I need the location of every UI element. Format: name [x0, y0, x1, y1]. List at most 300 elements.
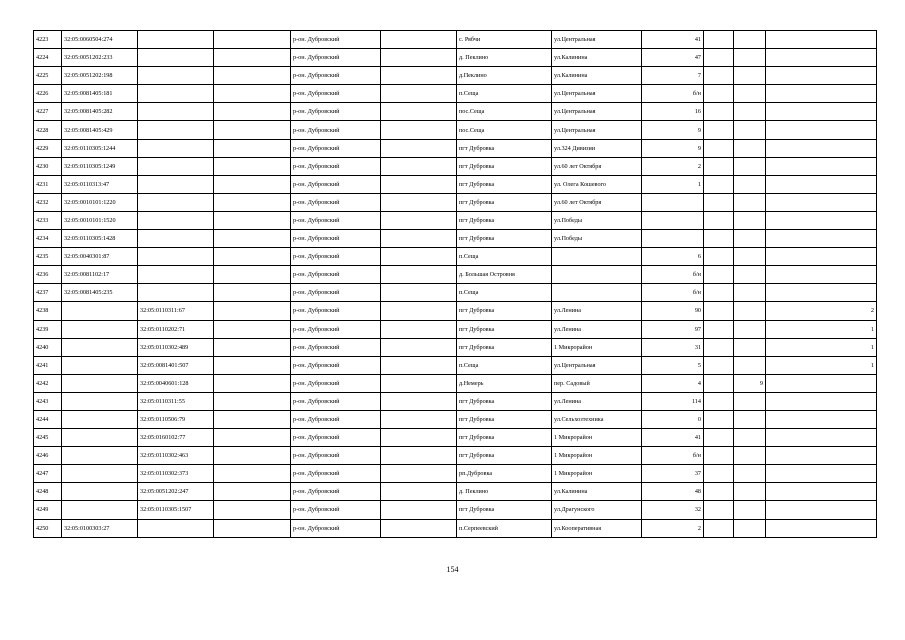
cell-cadastral-number-alt — [138, 211, 214, 229]
cell-house-number: 9 — [642, 121, 704, 139]
cell-street: ул.Драгунского — [552, 501, 642, 519]
cell-district: р-он. Дубровский — [291, 193, 381, 211]
cell-row-number: 4227 — [34, 103, 62, 121]
cell-cadastral-number-alt: 32:05:0110506:79 — [138, 410, 214, 428]
cell-cadastral-number-alt: 32:05:0110311:67 — [138, 302, 214, 320]
cell-empty — [214, 211, 291, 229]
cell-house-number — [642, 211, 704, 229]
cell-street: ул.324 Дивизии — [552, 139, 642, 157]
cell-street: ул.Центральная — [552, 121, 642, 139]
cell-empty — [381, 193, 457, 211]
cell-street: ул.Центральная — [552, 85, 642, 103]
cell-cadastral-number-alt: 32:05:0110302:373 — [138, 465, 214, 483]
cell-empty — [704, 193, 734, 211]
cell-empty — [381, 175, 457, 193]
cell-row-number: 4247 — [34, 465, 62, 483]
cell-settlement: пгт Дубровка — [457, 175, 552, 193]
cell-district: р-он. Дубровский — [291, 356, 381, 374]
cell-street: ул.60 лет Октября — [552, 193, 642, 211]
table-row — [34, 284, 877, 302]
cell-empty — [704, 248, 734, 266]
cell-settlement: пгт Дубровка — [457, 392, 552, 410]
cell-cadastral-number — [62, 302, 138, 320]
cell-extra-value — [734, 465, 766, 483]
cell-empty — [704, 465, 734, 483]
cell-house-number: 1 — [642, 175, 704, 193]
cell-empty — [381, 121, 457, 139]
cell-cadastral-number: 32:05:0051202:198 — [62, 67, 138, 85]
cell-extra-value — [734, 501, 766, 519]
cell-empty — [704, 284, 734, 302]
cell-house-number: 32 — [642, 501, 704, 519]
cell-cadastral-number-alt — [138, 49, 214, 67]
cell-row-number: 4249 — [34, 501, 62, 519]
cell-house-number: 16 — [642, 103, 704, 121]
cell-house-number: 37 — [642, 465, 704, 483]
cell-empty — [381, 157, 457, 175]
cell-cadastral-number-alt — [138, 85, 214, 103]
cell-district: р-он. Дубровский — [291, 266, 381, 284]
cell-cadastral-number-alt — [138, 31, 214, 49]
cell-street: 1 Микрорайон — [552, 465, 642, 483]
table-row — [34, 410, 877, 428]
cell-empty — [214, 157, 291, 175]
cell-last-value — [766, 501, 877, 519]
cell-street: ул.Центральная — [552, 356, 642, 374]
cell-extra-value — [734, 103, 766, 121]
cell-cadastral-number: 32:05:0010101:1520 — [62, 211, 138, 229]
cell-settlement: пгт Дубровка — [457, 139, 552, 157]
table-row — [34, 302, 877, 320]
cell-row-number: 4243 — [34, 392, 62, 410]
cell-last-value: 1 — [766, 338, 877, 356]
cell-row-number: 4230 — [34, 157, 62, 175]
cell-empty — [214, 85, 291, 103]
cell-house-number: 90 — [642, 302, 704, 320]
cell-empty — [214, 266, 291, 284]
cell-street: ул.60 лет Октября — [552, 157, 642, 175]
cell-house-number: 41 — [642, 429, 704, 447]
cell-empty — [214, 320, 291, 338]
cell-cadastral-number: 32:05:0081405:282 — [62, 103, 138, 121]
cell-last-value — [766, 49, 877, 67]
cell-district: р-он. Дубровский — [291, 121, 381, 139]
cell-cadastral-number-alt: 32:05:0110305:1507 — [138, 501, 214, 519]
cell-empty — [214, 49, 291, 67]
cell-cadastral-number — [62, 465, 138, 483]
cell-cadastral-number: 32:05:0081405:181 — [62, 85, 138, 103]
cell-cadastral-number-alt — [138, 230, 214, 248]
cell-district: р-он. Дубровский — [291, 175, 381, 193]
cell-last-value — [766, 374, 877, 392]
cell-settlement: пгт Дубровка — [457, 320, 552, 338]
cell-extra-value — [734, 284, 766, 302]
cell-row-number: 4240 — [34, 338, 62, 356]
cell-street: 1 Микрорайон — [552, 338, 642, 356]
cell-district: р-он. Дубровский — [291, 49, 381, 67]
cell-empty — [381, 85, 457, 103]
cell-extra-value: 9 — [734, 374, 766, 392]
cell-last-value — [766, 211, 877, 229]
cell-settlement: пгт Дубровка — [457, 338, 552, 356]
cell-street — [552, 266, 642, 284]
cell-empty — [381, 501, 457, 519]
cell-last-value — [766, 85, 877, 103]
cell-empty — [704, 211, 734, 229]
cell-house-number: 41 — [642, 31, 704, 49]
cell-empty — [704, 374, 734, 392]
cell-house-number: б/н — [642, 447, 704, 465]
cell-last-value — [766, 139, 877, 157]
cell-last-value: 1 — [766, 320, 877, 338]
cell-district: р-он. Дубровский — [291, 374, 381, 392]
cell-district: р-он. Дубровский — [291, 67, 381, 85]
cell-cadastral-number-alt — [138, 193, 214, 211]
cell-street — [552, 248, 642, 266]
cell-district: р-он. Дубровский — [291, 103, 381, 121]
cell-row-number: 4235 — [34, 248, 62, 266]
table-row — [34, 31, 877, 49]
cell-cadastral-number-alt — [138, 519, 214, 537]
cell-house-number: б/н — [642, 85, 704, 103]
table-row — [34, 211, 877, 229]
cell-cadastral-number: 32:05:0040301:87 — [62, 248, 138, 266]
cell-empty — [704, 483, 734, 501]
cell-cadastral-number-alt: 32:05:0040601:128 — [138, 374, 214, 392]
cell-settlement: пгт Дубровка — [457, 302, 552, 320]
cell-district: р-он. Дубровский — [291, 519, 381, 537]
table-row — [34, 157, 877, 175]
cell-row-number: 4248 — [34, 483, 62, 501]
cell-empty — [381, 139, 457, 157]
cell-cadastral-number: 32:05:0051202:233 — [62, 49, 138, 67]
cell-district: р-он. Дубровский — [291, 447, 381, 465]
cell-empty — [704, 356, 734, 374]
cell-extra-value — [734, 429, 766, 447]
cell-house-number: 4 — [642, 374, 704, 392]
cell-extra-value — [734, 519, 766, 537]
cell-settlement: пгт Дубровка — [457, 410, 552, 428]
cell-cadastral-number: 32:05:0060504:274 — [62, 31, 138, 49]
cell-extra-value — [734, 410, 766, 428]
cell-cadastral-number-alt — [138, 157, 214, 175]
cell-cadastral-number-alt — [138, 121, 214, 139]
table-row — [34, 67, 877, 85]
cell-empty — [704, 447, 734, 465]
cell-row-number: 4234 — [34, 230, 62, 248]
table-row — [34, 248, 877, 266]
cell-empty — [381, 447, 457, 465]
cell-empty — [704, 338, 734, 356]
cell-last-value — [766, 193, 877, 211]
cell-last-value — [766, 447, 877, 465]
cell-district: р-он. Дубровский — [291, 31, 381, 49]
cell-street: ул.Победы — [552, 211, 642, 229]
cell-last-value — [766, 230, 877, 248]
cell-settlement: рп.Дубровка — [457, 465, 552, 483]
cell-empty — [214, 483, 291, 501]
cell-empty — [704, 266, 734, 284]
cell-last-value — [766, 410, 877, 428]
cell-cadastral-number-alt — [138, 284, 214, 302]
cell-cadastral-number-alt — [138, 266, 214, 284]
cell-empty — [704, 501, 734, 519]
cell-district: р-он. Дубровский — [291, 483, 381, 501]
cell-cadastral-number: 32:05:0081405:235 — [62, 284, 138, 302]
cell-empty — [381, 392, 457, 410]
cell-empty — [704, 49, 734, 67]
cell-empty — [381, 338, 457, 356]
cell-cadastral-number — [62, 320, 138, 338]
cell-house-number: 97 — [642, 320, 704, 338]
cell-cadastral-number — [62, 483, 138, 501]
cell-last-value — [766, 67, 877, 85]
cell-last-value — [766, 175, 877, 193]
cell-row-number: 4241 — [34, 356, 62, 374]
cell-row-number: 4250 — [34, 519, 62, 537]
cell-empty — [704, 302, 734, 320]
cell-empty — [704, 230, 734, 248]
cell-empty — [381, 103, 457, 121]
cell-street: ул.Ленина — [552, 302, 642, 320]
cell-settlement: д.Немерь — [457, 374, 552, 392]
cell-empty — [381, 356, 457, 374]
table-row — [34, 193, 877, 211]
cell-district: р-он. Дубровский — [291, 248, 381, 266]
cell-empty — [704, 85, 734, 103]
cell-empty — [381, 483, 457, 501]
cell-last-value — [766, 429, 877, 447]
cell-empty — [214, 175, 291, 193]
cell-settlement: пгт Дубровка — [457, 211, 552, 229]
cell-last-value — [766, 284, 877, 302]
cell-empty — [704, 429, 734, 447]
cell-empty — [214, 139, 291, 157]
cell-extra-value — [734, 211, 766, 229]
cell-extra-value — [734, 67, 766, 85]
cell-extra-value — [734, 338, 766, 356]
cell-settlement: пгт Дубровка — [457, 157, 552, 175]
cell-empty — [214, 374, 291, 392]
cell-street: ул.Центральная — [552, 103, 642, 121]
cell-district: р-он. Дубровский — [291, 501, 381, 519]
cell-house-number: 2 — [642, 157, 704, 175]
cell-empty — [214, 193, 291, 211]
cell-row-number: 4238 — [34, 302, 62, 320]
cell-house-number: 6 — [642, 248, 704, 266]
cell-house-number: 2 — [642, 519, 704, 537]
cell-house-number: 7 — [642, 67, 704, 85]
cell-extra-value — [734, 320, 766, 338]
cell-row-number: 4224 — [34, 49, 62, 67]
cell-row-number: 4232 — [34, 193, 62, 211]
cell-house-number: 5 — [642, 356, 704, 374]
cell-cadastral-number: 32:05:0110313:47 — [62, 175, 138, 193]
table-row — [34, 49, 877, 67]
table-row — [34, 121, 877, 139]
table-row — [34, 392, 877, 410]
cell-empty — [381, 31, 457, 49]
cell-district: р-он. Дубровский — [291, 139, 381, 157]
cell-cadastral-number-alt: 32:05:0160102:77 — [138, 429, 214, 447]
cell-extra-value — [734, 302, 766, 320]
cell-cadastral-number-alt: 32:05:0081401:507 — [138, 356, 214, 374]
cell-empty — [381, 465, 457, 483]
cell-empty — [704, 67, 734, 85]
cell-cadastral-number-alt: 32:05:0110311:55 — [138, 392, 214, 410]
registry-table-body — [34, 31, 877, 538]
cell-street: ул.Калинина — [552, 483, 642, 501]
cell-empty — [214, 519, 291, 537]
cell-settlement: п.Сеща — [457, 248, 552, 266]
page-number: 154 — [446, 565, 459, 574]
cell-settlement: д. Большая Островня — [457, 266, 552, 284]
cell-extra-value — [734, 447, 766, 465]
cell-extra-value — [734, 356, 766, 374]
cell-street: ул.Калинина — [552, 67, 642, 85]
cell-row-number: 4229 — [34, 139, 62, 157]
cell-empty — [381, 284, 457, 302]
cell-last-value — [766, 157, 877, 175]
cell-street: ул.Победы — [552, 230, 642, 248]
cell-settlement: п.Сеща — [457, 284, 552, 302]
registry-table — [33, 30, 877, 538]
cell-district: р-он. Дубровский — [291, 320, 381, 338]
cell-empty — [214, 230, 291, 248]
cell-empty — [704, 31, 734, 49]
cell-empty — [381, 519, 457, 537]
cell-district: р-он. Дубровский — [291, 230, 381, 248]
cell-district: р-он. Дубровский — [291, 338, 381, 356]
cell-house-number — [642, 193, 704, 211]
cell-extra-value — [734, 392, 766, 410]
cell-empty — [214, 429, 291, 447]
table-row — [34, 266, 877, 284]
cell-last-value — [766, 465, 877, 483]
cell-empty — [704, 121, 734, 139]
table-row — [34, 139, 877, 157]
cell-last-value — [766, 266, 877, 284]
table-row — [34, 447, 877, 465]
cell-row-number: 4233 — [34, 211, 62, 229]
cell-cadastral-number: 32:05:0110305:1428 — [62, 230, 138, 248]
cell-last-value — [766, 483, 877, 501]
cell-street: ул.Центральная — [552, 31, 642, 49]
cell-cadastral-number — [62, 447, 138, 465]
cell-extra-value — [734, 266, 766, 284]
cell-cadastral-number: 32:05:0010101:1220 — [62, 193, 138, 211]
cell-empty — [704, 519, 734, 537]
cell-cadastral-number — [62, 392, 138, 410]
cell-empty — [381, 302, 457, 320]
cell-extra-value — [734, 121, 766, 139]
cell-district: р-он. Дубровский — [291, 465, 381, 483]
cell-empty — [214, 248, 291, 266]
cell-row-number: 4231 — [34, 175, 62, 193]
cell-district: р-он. Дубровский — [291, 302, 381, 320]
cell-extra-value — [734, 85, 766, 103]
cell-row-number: 4245 — [34, 429, 62, 447]
cell-district: р-он. Дубровский — [291, 410, 381, 428]
cell-empty — [381, 374, 457, 392]
cell-street — [552, 284, 642, 302]
cell-empty — [381, 266, 457, 284]
cell-cadastral-number: 32:05:0100303:27 — [62, 519, 138, 537]
table-row — [34, 103, 877, 121]
cell-empty — [704, 139, 734, 157]
cell-empty — [704, 392, 734, 410]
cell-empty — [214, 501, 291, 519]
cell-extra-value — [734, 248, 766, 266]
cell-settlement: п.Серпеевский — [457, 519, 552, 537]
cell-settlement: пгт Дубровка — [457, 447, 552, 465]
cell-empty — [381, 320, 457, 338]
cell-empty — [381, 49, 457, 67]
cell-cadastral-number-alt: 32:05:0110302:463 — [138, 447, 214, 465]
cell-cadastral-number-alt — [138, 103, 214, 121]
cell-empty — [214, 31, 291, 49]
cell-cadastral-number-alt — [138, 175, 214, 193]
cell-house-number: 48 — [642, 483, 704, 501]
cell-district: р-он. Дубровский — [291, 211, 381, 229]
cell-settlement: пгт Дубровка — [457, 501, 552, 519]
cell-house-number: 31 — [642, 338, 704, 356]
cell-house-number: 47 — [642, 49, 704, 67]
cell-cadastral-number: 32:05:0110305:1249 — [62, 157, 138, 175]
cell-settlement: п.Сеща — [457, 85, 552, 103]
cell-empty — [381, 211, 457, 229]
cell-last-value — [766, 31, 877, 49]
cell-street: ул. Олега Кошевого — [552, 175, 642, 193]
cell-empty — [214, 356, 291, 374]
cell-street: ул.Ленина — [552, 392, 642, 410]
cell-street: 1 Микрорайон — [552, 429, 642, 447]
cell-cadastral-number-alt: 32:05:0110302:489 — [138, 338, 214, 356]
cell-empty — [704, 175, 734, 193]
cell-last-value: 1 — [766, 356, 877, 374]
cell-street: 1 Микрорайон — [552, 447, 642, 465]
cell-district: р-он. Дубровский — [291, 284, 381, 302]
cell-street: ул.Сельхозтехника — [552, 410, 642, 428]
cell-row-number: 4236 — [34, 266, 62, 284]
cell-cadastral-number: 32:05:0081102:17 — [62, 266, 138, 284]
cell-empty — [214, 338, 291, 356]
cell-row-number: 4242 — [34, 374, 62, 392]
cell-street: пер. Садовый — [552, 374, 642, 392]
cell-settlement: д. Пеклино — [457, 49, 552, 67]
cell-settlement: д. Пеклино — [457, 483, 552, 501]
cell-settlement: п.Сеща — [457, 356, 552, 374]
cell-row-number: 4228 — [34, 121, 62, 139]
table-row — [34, 356, 877, 374]
cell-row-number: 4223 — [34, 31, 62, 49]
cell-settlement: пос.Сеща — [457, 103, 552, 121]
cell-cadastral-number — [62, 374, 138, 392]
table-row — [34, 338, 877, 356]
cell-empty — [214, 121, 291, 139]
cell-settlement: д.Пеклино — [457, 67, 552, 85]
cell-cadastral-number: 32:05:0081405:429 — [62, 121, 138, 139]
cell-last-value — [766, 392, 877, 410]
cell-cadastral-number — [62, 338, 138, 356]
cell-row-number: 4239 — [34, 320, 62, 338]
table-row — [34, 175, 877, 193]
cell-extra-value — [734, 139, 766, 157]
cell-cadastral-number — [62, 429, 138, 447]
cell-street: ул.Калинина — [552, 49, 642, 67]
cell-cadastral-number — [62, 410, 138, 428]
cell-last-value — [766, 103, 877, 121]
